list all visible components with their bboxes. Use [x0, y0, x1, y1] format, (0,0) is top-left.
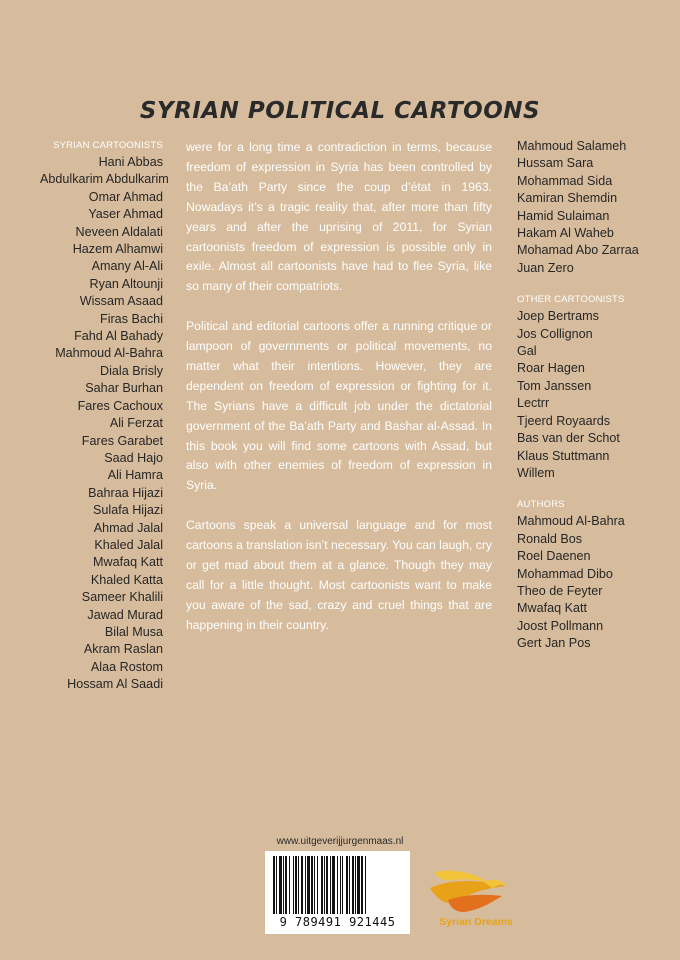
- intro-paragraph-3: Cartoons speak a universal language and for most cartoons a translation isn’t necessary. You can laugh, cry or get mad about them at a glance. Though they may call for a little thought. Most cartoonists want to make you aware of the sad, crazy and cruel things that are happening in their country.: [186, 518, 492, 632]
- name-entry: Joost Pollmann: [517, 618, 604, 633]
- name-entry: Neveen Aldalati: [75, 224, 163, 239]
- authors-names: [517, 513, 667, 652]
- name-entry: Fares Cachoux: [77, 398, 163, 413]
- name-entry: Jawad Murad: [87, 607, 163, 622]
- right-lists: [517, 138, 667, 653]
- name-entry: Tom Janssen: [517, 378, 592, 393]
- name-entry: Sameer Khalili: [81, 590, 163, 605]
- name-entry: Khaled Jalal: [94, 537, 163, 552]
- name-entry: Akram Raslan: [83, 642, 163, 657]
- name-entry: Mwafaq Katt: [517, 601, 587, 616]
- name-entry: Firas Bachi: [100, 311, 163, 326]
- name-entry: Tjeerd Royaards: [517, 413, 611, 428]
- name-entry: Mohamad Abo Zarraa: [517, 243, 639, 258]
- name-entry: Mahmoud Al-Bahra: [517, 514, 625, 529]
- name-entry: Klaus Stuttmann: [517, 448, 610, 463]
- isbn-number: 9 789491 921445: [279, 915, 396, 929]
- name-entry: Mohammad Sida: [517, 173, 613, 188]
- syrian-cartoonists-list: [40, 138, 169, 694]
- name-entry: Roar Hagen: [517, 361, 585, 376]
- name-entry: Roel Daenen: [517, 549, 591, 564]
- name-entry: Bahraa Hijazi: [88, 485, 163, 500]
- name-entry: Hossam Al Saadi: [67, 677, 163, 692]
- syrian-dreams-logo-text: Syrian Dreams: [439, 916, 513, 928]
- syrian-cartoonists-continued: [517, 138, 667, 277]
- name-entry: Gert Jan Pos: [517, 636, 591, 651]
- name-entry: Sulafa Hijazi: [93, 503, 163, 518]
- name-entry: Juan Zero: [517, 260, 574, 275]
- name-entry: Abdulkarim Abdulkarim: [40, 172, 169, 187]
- name-entry: Hakam Al Waheb: [517, 226, 614, 241]
- name-entry: Willem: [517, 465, 555, 480]
- name-entry: Lectrr: [517, 396, 550, 411]
- name-entry: Ali Ferzat: [109, 416, 163, 431]
- other-cartoonists-label: OTHER CARTOONISTS: [517, 294, 625, 306]
- name-entry: Wissam Asaad: [79, 294, 163, 309]
- name-entry: Yaser Ahmad: [88, 207, 163, 222]
- name-entry: Mahmoud Al-Bahra: [55, 346, 163, 361]
- name-entry: Mahmoud Salameh: [517, 139, 627, 153]
- name-entry: Bilal Musa: [104, 624, 163, 639]
- name-entry: Mohammad Dibo: [517, 566, 613, 581]
- name-entry: Gal: [517, 344, 537, 359]
- name-entry: Sahar Burhan: [85, 381, 163, 396]
- name-entry: Bas van der Schot: [517, 431, 620, 446]
- isbn-barcode: [265, 851, 410, 934]
- name-entry: Ahmad Jalal: [93, 520, 163, 535]
- name-entry: Ronald Bos: [517, 531, 583, 546]
- name-entry: Khaled Katta: [90, 572, 163, 587]
- name-entry: Hani Abbas: [98, 155, 163, 169]
- name-entry: Hazem Alhamwi: [72, 242, 163, 257]
- syrian-cartoonists-names: [40, 154, 169, 694]
- name-entry: Omar Ahmad: [88, 189, 163, 204]
- name-entry: Kamiran Shemdin: [517, 191, 618, 206]
- name-entry: Fahd Al Bahady: [74, 329, 163, 344]
- name-entry: Ryan Altounji: [89, 276, 163, 291]
- name-entry: Hamid Sulaiman: [517, 208, 610, 223]
- name-entry: Hussam Sara: [517, 156, 594, 171]
- name-entry: Saad Hajo: [104, 450, 163, 465]
- name-entry: Theo de Feyter: [517, 583, 603, 598]
- barcode-bars: [271, 856, 404, 914]
- name-entry: Ali Hamra: [107, 468, 163, 483]
- intro-text: [186, 138, 492, 656]
- authors-label: AUTHORS: [517, 499, 565, 511]
- syrian-dreams-logo: [426, 866, 526, 936]
- bird-logo-icon: [426, 866, 526, 918]
- name-entry: Diala Brisly: [100, 363, 163, 378]
- intro-paragraph-2: Political and editorial cartoons offer a running critique or lampoon of governments or political movements, no matter what their intentions. However, they are dependent on freedom of expression or fighting for it. The Syrians have a difficult job under the dictatorial government of the Ba’ath Party and Bashar al-Assad. In this book you will find some cartoons with Assad, but also with other enemies of freedom of expression in Syria.: [186, 319, 492, 493]
- name-entry: Fares Garabet: [81, 433, 163, 448]
- name-entry: Joep Bertrams: [517, 309, 599, 324]
- name-entry: Jos Collignon: [517, 326, 593, 341]
- syrian-cartoonists-label: SYRIAN CARTOONISTS: [53, 140, 163, 151]
- name-entry: Alaa Rostom: [90, 659, 163, 674]
- publisher-website[interactable]: www.uitgeverijjurgenmaas.nl: [276, 836, 404, 847]
- name-entry: Amany Al-Ali: [91, 259, 163, 274]
- intro-paragraph-1: were for a long time a contradiction in terms, because freedom of expression in Syria has been controlled by the Ba’ath Party since the coup d’état in 1963. Nowadays it’s a tragic reality that, after more than fifty years and after the uprising of 2011, for Syrian cartoonists freedom of expression is possible only in exile. Almost all cartoonists have had to flee Syria, like so many of their compatriots.: [186, 140, 492, 294]
- cover-title: SYRIAN POLITICAL CARTOONS: [139, 98, 541, 124]
- other-cartoonists-names: [517, 308, 667, 482]
- name-entry: Mwafaq Katt: [93, 555, 163, 570]
